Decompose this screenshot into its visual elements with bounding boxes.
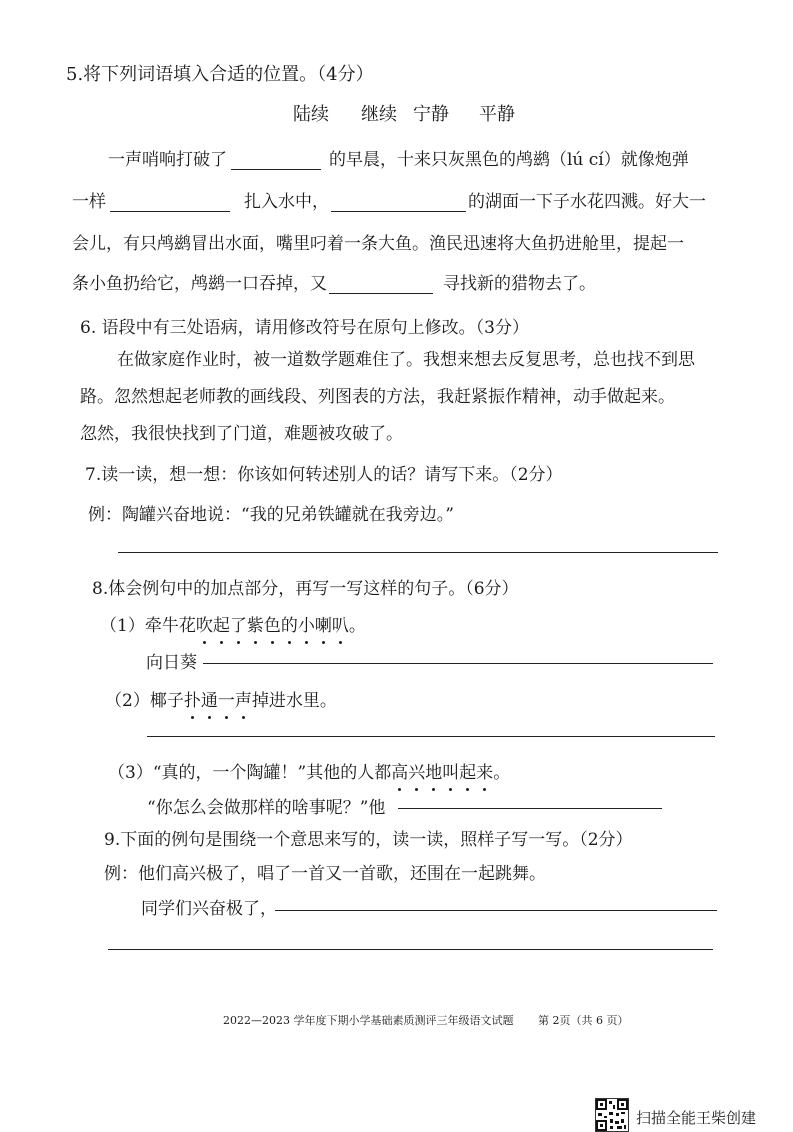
q8-sentence-1: [100, 611, 366, 636]
q5-line-4: [72, 269, 596, 294]
scanner-watermark: 扫描全能王柴创建: [636, 1109, 757, 1127]
text: （2）椰子: [105, 691, 184, 711]
text: 一声哨响打破了: [108, 150, 227, 170]
q8-sentence-3: [108, 758, 510, 783]
qr-code-icon: [595, 1098, 629, 1132]
dotted-char: 起: [213, 611, 230, 636]
dotted-char: 通: [201, 686, 218, 711]
dotted-char: 紫: [247, 611, 264, 636]
dotted-char: 兴: [408, 758, 425, 783]
word-option: 平静: [479, 104, 515, 125]
q7-title: 7.读一读，想一想：你该如何转述别人的话？请写下来。（2分）: [85, 465, 563, 485]
text: 一样: [72, 192, 106, 212]
text: 掉进水里。: [251, 691, 337, 711]
word-option: 继续: [361, 104, 397, 125]
dotted-char: 来: [476, 758, 493, 783]
fill-blank-1[interactable]: [231, 151, 321, 170]
q9-example: 例：他们高兴极了，唱了一首又一首歌，还围在一起跳舞。: [104, 864, 546, 884]
text: 的早晨，十来只灰黑色的鸬鹚（lú cí）就像炮弹: [329, 150, 689, 170]
text: 的湖面一下子水花四溅。好大一: [468, 192, 706, 212]
footer-exam-title: 2022—2023 学年度下期小学基础素质测评三年级语文试题: [223, 1014, 514, 1027]
footer-page-number: 第 2页（共 6 页）: [538, 1014, 629, 1027]
text: 条小鱼扔给它，鸬鹚一口吞掉，又: [72, 274, 327, 294]
q6-line-1: 在做家庭作业时，被一道数学题难住了。我想来想去反复思考，总也找不到思: [117, 350, 695, 370]
q8-prompt-3: “你怎么会做那样的啥事呢？”他: [147, 798, 386, 818]
text: （3）“真的，一个陶罐！”其他的人都: [108, 763, 392, 783]
fill-blank-4[interactable]: [329, 275, 433, 294]
q6-title: 6. 语段中有三处语病，请用修改符号在原句上修改。（3分）: [80, 318, 529, 338]
q9-title: 9.下面的例句是围绕一个意思来写的，读一读，照样子写一写。（2分）: [104, 830, 633, 850]
q8-answer-line-2[interactable]: [147, 736, 715, 737]
q5-word-bank: [293, 100, 515, 126]
fill-blank-2[interactable]: [110, 193, 230, 212]
q8-title: 8.体会例句中的加点部分，再写一写这样的句子。（6分）: [92, 579, 519, 599]
text: 。: [493, 763, 511, 783]
dotted-char: 高: [391, 758, 408, 783]
dotted-char: 地: [425, 758, 442, 783]
q5-line-1: [108, 145, 689, 170]
dotted-char: 声: [235, 686, 252, 711]
dotted-char: 叫: [442, 758, 459, 783]
q9-answer-line-1[interactable]: [275, 910, 717, 911]
q8-sentence-2: [105, 686, 337, 711]
q9-answer-line-2[interactable]: [108, 949, 713, 950]
q5-line-3: 会儿，有只鸬鹚冒出水面，嘴里叼着一条大鱼。渔民迅速将大鱼扔进舱里，提起一: [72, 234, 684, 254]
word-option: 宁静: [413, 104, 449, 125]
q6-line-3: 忽然，我很快找到了门道，难题被攻破了。: [80, 424, 403, 444]
dotted-char: 色: [264, 611, 281, 636]
q7-example: 例：陶罐兴奋地说：“我的兄弟铁罐就在我旁边。”: [88, 505, 454, 525]
fill-blank-3[interactable]: [331, 193, 466, 212]
text: 寻找新的猎物去了。: [443, 274, 596, 294]
text: （1）牵牛花: [100, 616, 196, 636]
dotted-char: 一: [218, 686, 235, 711]
q8-answer-line-1[interactable]: [203, 663, 713, 664]
q5-line-2: [72, 187, 706, 212]
dotted-char: 喇: [315, 611, 332, 636]
dotted-char: 了: [230, 611, 247, 636]
q5-title: 5.将下列词语填入合适的位置。（4分）: [66, 64, 374, 85]
word-option: 陆续: [293, 104, 329, 125]
dotted-char: 小: [298, 611, 315, 636]
q7-answer-line[interactable]: [118, 552, 718, 553]
q8-answer-line-3[interactable]: [398, 808, 662, 809]
dotted-char: 起: [459, 758, 476, 783]
dotted-char: 吹: [196, 611, 213, 636]
q9-prompt: 同学们兴奋极了，: [141, 899, 277, 919]
q6-line-2: 路。忽然想起老师教的画线段、列图表的方法，我赶紧振作精神，动手做起来。: [80, 387, 675, 407]
text: 。: [348, 616, 366, 636]
dotted-char: 的: [281, 611, 298, 636]
dotted-char: 叭: [332, 611, 349, 636]
dotted-char: 扑: [184, 686, 201, 711]
text: 扎入水中，: [244, 192, 329, 212]
q8-prompt-1: 向日葵: [146, 653, 197, 673]
